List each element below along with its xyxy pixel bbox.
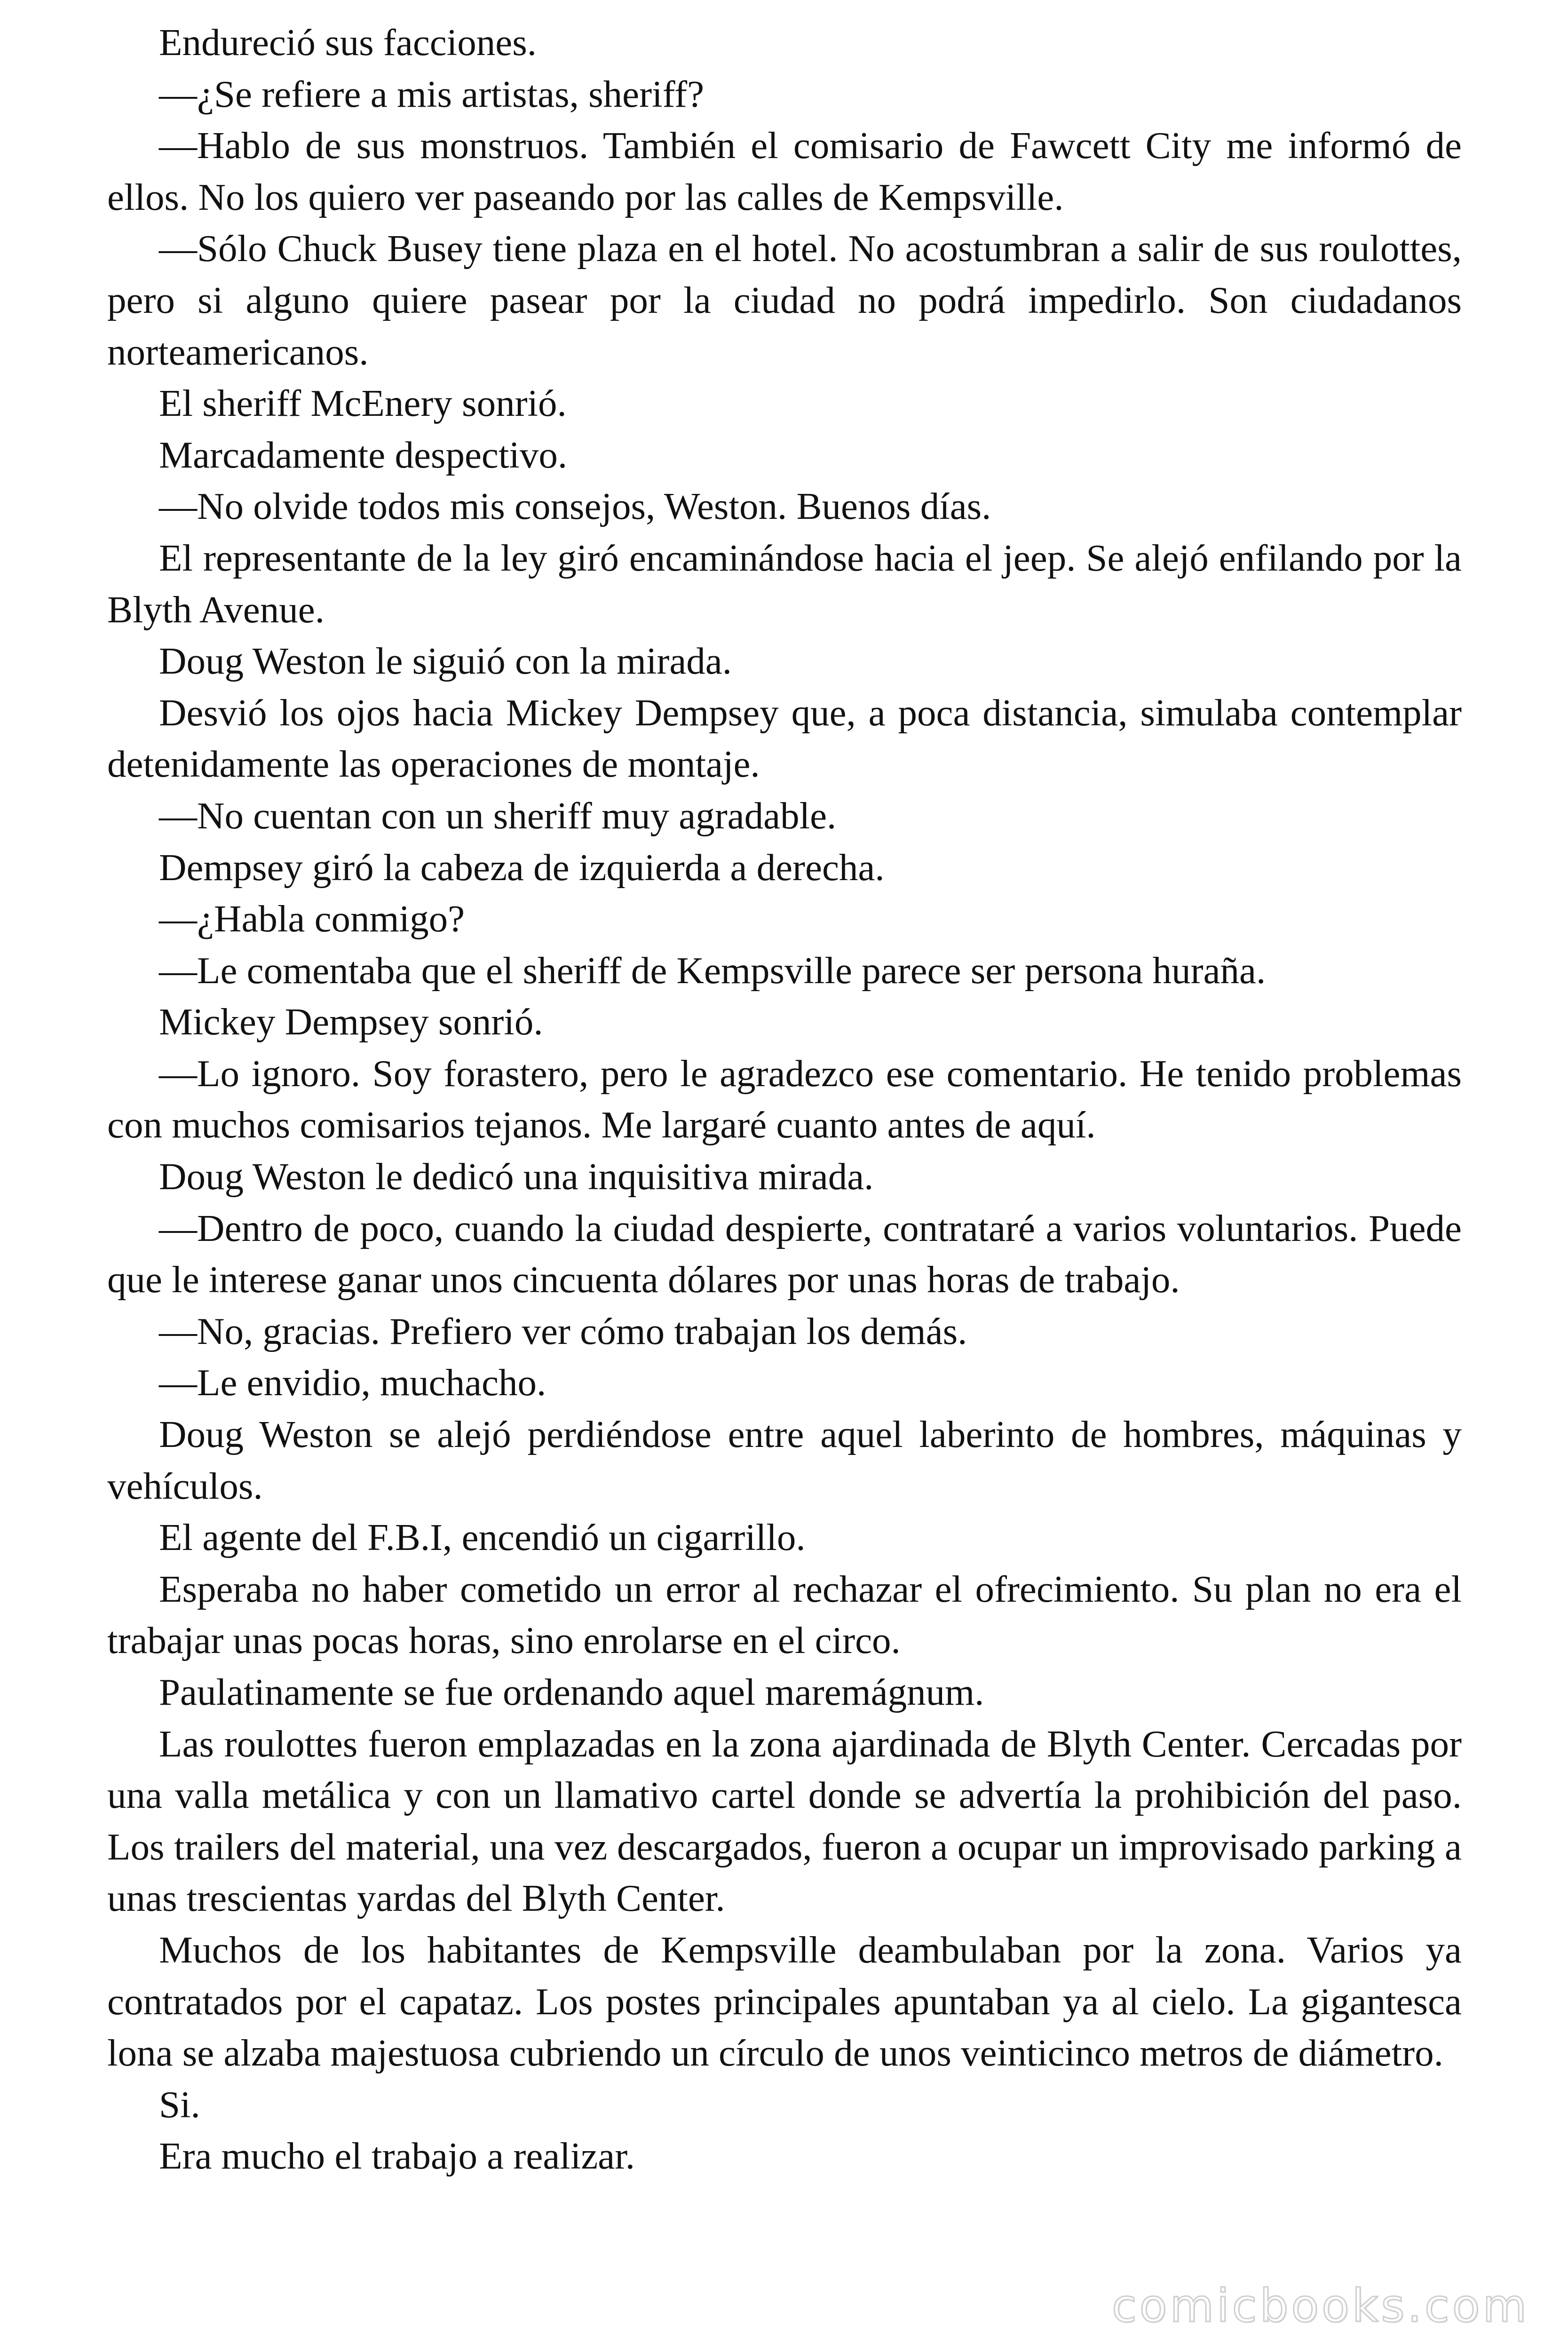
- paragraph: —No cuentan con un sheriff muy agradable.: [159, 794, 837, 837]
- paragraph: Desvió los ojos hacia Mickey Dempsey que, a poca distancia, simulaba contemplar detenidamente las operaciones de montaje.: [107, 691, 1462, 786]
- paragraph: —Sólo Chuck Busey tiene plaza en el hotel. No acostumbran a salir de sus roulottes, pero si alguno quiere pasear por la ciudad no podrá impedirlo. Son ciudadanos norteamericanos.: [107, 227, 1462, 373]
- paragraph: El agente del F.B.I, encendió un cigarrillo.: [159, 1516, 806, 1559]
- paragraph: —¿Se refiere a mis artistas, sheriff?: [159, 72, 705, 115]
- paragraph: —Lo ignoro. Soy forastero, pero le agradezco ese comentario. He tenido problemas con muchos comisarios tejanos. Me largaré cuanto antes de aquí.: [107, 1052, 1462, 1146]
- paragraph: Marcadamente despectivo.: [159, 433, 568, 476]
- paragraph: —Le envidio, muchacho.: [159, 1361, 546, 1404]
- paragraph: Doug Weston le dedicó una inquisitiva mirada.: [159, 1155, 874, 1198]
- paragraph: Doug Weston se alejó perdiéndose entre aquel laberinto de hombres, máquinas y vehículos.: [107, 1413, 1462, 1507]
- paragraph: Las roulottes fueron emplazadas en la zona ajardinada de Blyth Center. Cercadas por una valla metálica y con un llamativo cartel donde se advertía la prohibición del paso. Los trailers del material, una vez descargados, fueron a ocupar un improvisado parking a unas trescientas yardas del Blyth Center.: [107, 1722, 1462, 1920]
- paragraph: Endureció sus facciones.: [159, 21, 537, 64]
- paragraph: Si.: [159, 2083, 200, 2126]
- paragraph: —¿Habla conmigo?: [159, 898, 465, 940]
- paragraph: Esperaba no haber cometido un error al rechazar el ofrecimiento. Su plan no era el trabajar unas pocas horas, sino enrolarse en el circo.: [107, 1567, 1462, 1662]
- paragraph: —No olvide todos mis consejos, Weston. Buenos días.: [159, 485, 991, 528]
- paragraph: Doug Weston le siguió con la mirada.: [159, 640, 732, 683]
- paragraph: —Le comentaba que el sheriff de Kempsville parece ser persona huraña.: [159, 949, 1266, 992]
- paragraph: —Hablo de sus monstruos. También el comisario de Fawcett City me informó de ellos. No los quiero ver paseando por las calles de Kempsville.: [107, 124, 1462, 218]
- paragraph: El representante de la ley giró encaminándose hacia el jeep. Se alejó enfilando por la Blyth Avenue.: [107, 536, 1462, 631]
- paragraph: —Dentro de poco, cuando la ciudad despierte, contrataré a varios voluntarios. Puede que le interese ganar unos cincuenta dólares por unas horas de trabajo.: [107, 1207, 1462, 1301]
- paragraph: —No, gracias. Prefiero ver cómo trabajan los demás.: [159, 1310, 967, 1352]
- page-body: [107, 17, 1462, 2182]
- paragraph: El sheriff McEnery sonrió.: [159, 382, 567, 425]
- paragraph: Muchos de los habitantes de Kempsville deambulaban por la zona. Varios ya contratados por el capataz. Los postes principales apuntaban ya al cielo. La gigantesca lona se alzaba majestuosa cubriendo un círculo de unos veinticinco metros de diámetro.: [107, 1928, 1462, 2074]
- paragraph: Dempsey giró la cabeza de izquierda a derecha.: [159, 846, 885, 889]
- paragraph: Mickey Dempsey sonrió.: [159, 1001, 543, 1043]
- paragraph: Paulatinamente se fue ordenando aquel maremágnum.: [159, 1671, 984, 1713]
- watermark-logo: comicbooks.com: [1111, 2280, 1529, 2332]
- paragraph: Era mucho el trabajo a realizar.: [159, 2135, 635, 2177]
